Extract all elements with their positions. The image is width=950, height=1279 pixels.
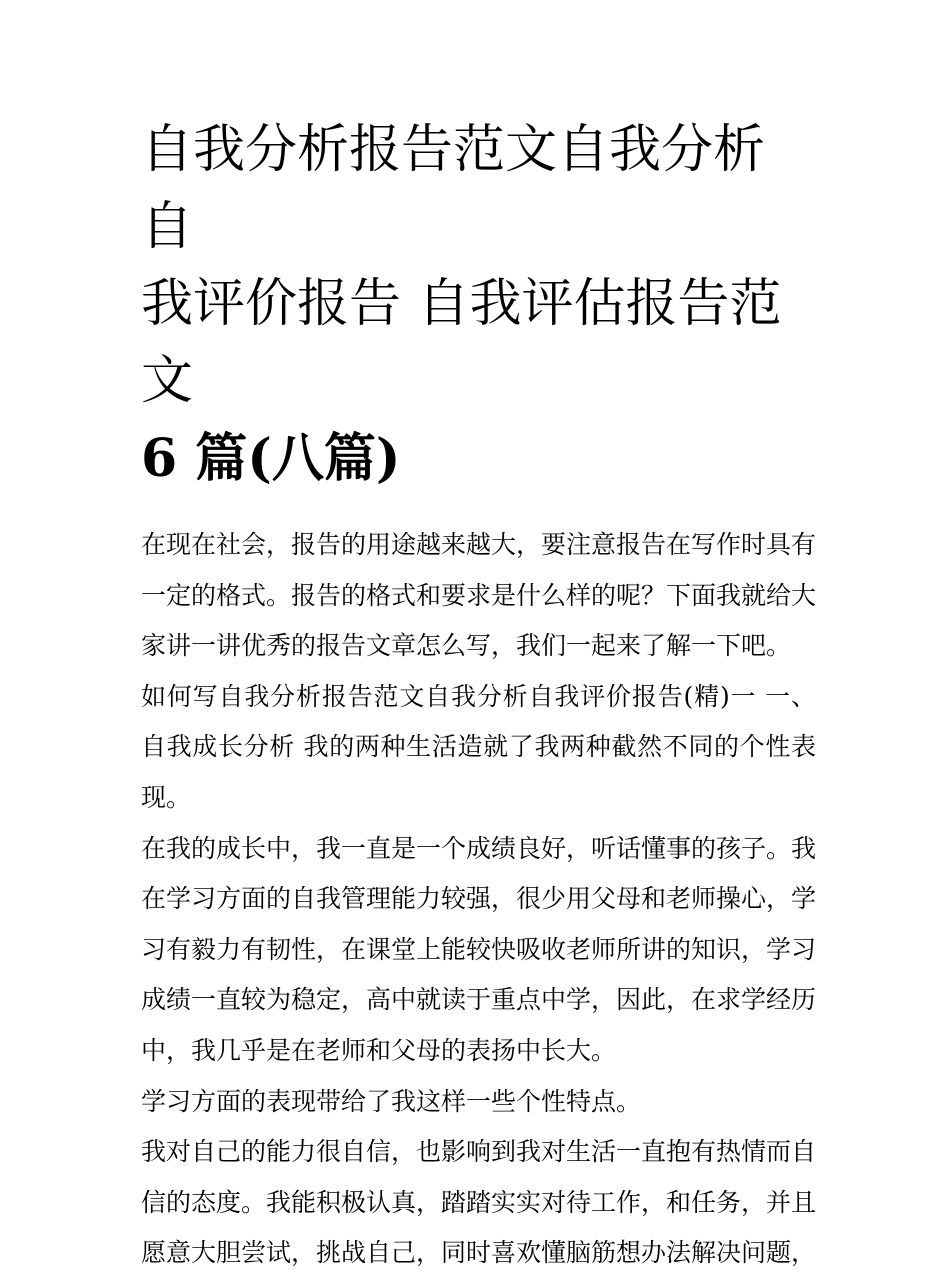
paragraph-section-heading: 如何写自我分析报告范文自我分析自我评价报告(精)一 一、自我成长分析 我的两种生活造就了我两种截然不同的个性表现。 [141, 681, 816, 812]
paragraph-traits-intro: 学习方面的表现带给了我这样一些个性特点。 [141, 1086, 642, 1116]
document-body [141, 520, 816, 1279]
paragraph-growth: 在我的成长中，我一直是一个成绩良好，听话懂事的孩子。我在学习方面的自我管理能力较强，很少用父母和老师操心，学习有毅力有韧性，在课堂上能较快吸收老师所讲的知识，学习成绩一直较为稳定，高中就读于重点中学，因此，在求学经历中，我几乎是在老师和父母的表扬中长大。 [141, 833, 817, 1065]
document-content [141, 112, 816, 1279]
paragraph-confidence: 我对自己的能力很自信，也影响到我对生活一直抱有热情而自信的态度。我能积极认真，踏踏实实对待工作，和任务，并且愿意大胆尝试，挑战自己，同时喜欢懂脑筋想办法解决问题， [141, 1137, 817, 1268]
document-title [141, 112, 816, 498]
title-line-2: 我评价报告 自我评估报告范文 [141, 274, 782, 411]
paragraph-intro: 在现在社会，报告的用途越来越大，要注意报告在写作时具有一定的格式。报告的格式和要求是什么样的呢？下面我就给大家讲一讲优秀的报告文章怎么写，我们一起来了解一下吧。 [141, 530, 817, 661]
title-line-1: 自我分析报告范文自我分析自 [141, 120, 766, 257]
title-line-3: 6 篇(八篇) [141, 428, 401, 489]
